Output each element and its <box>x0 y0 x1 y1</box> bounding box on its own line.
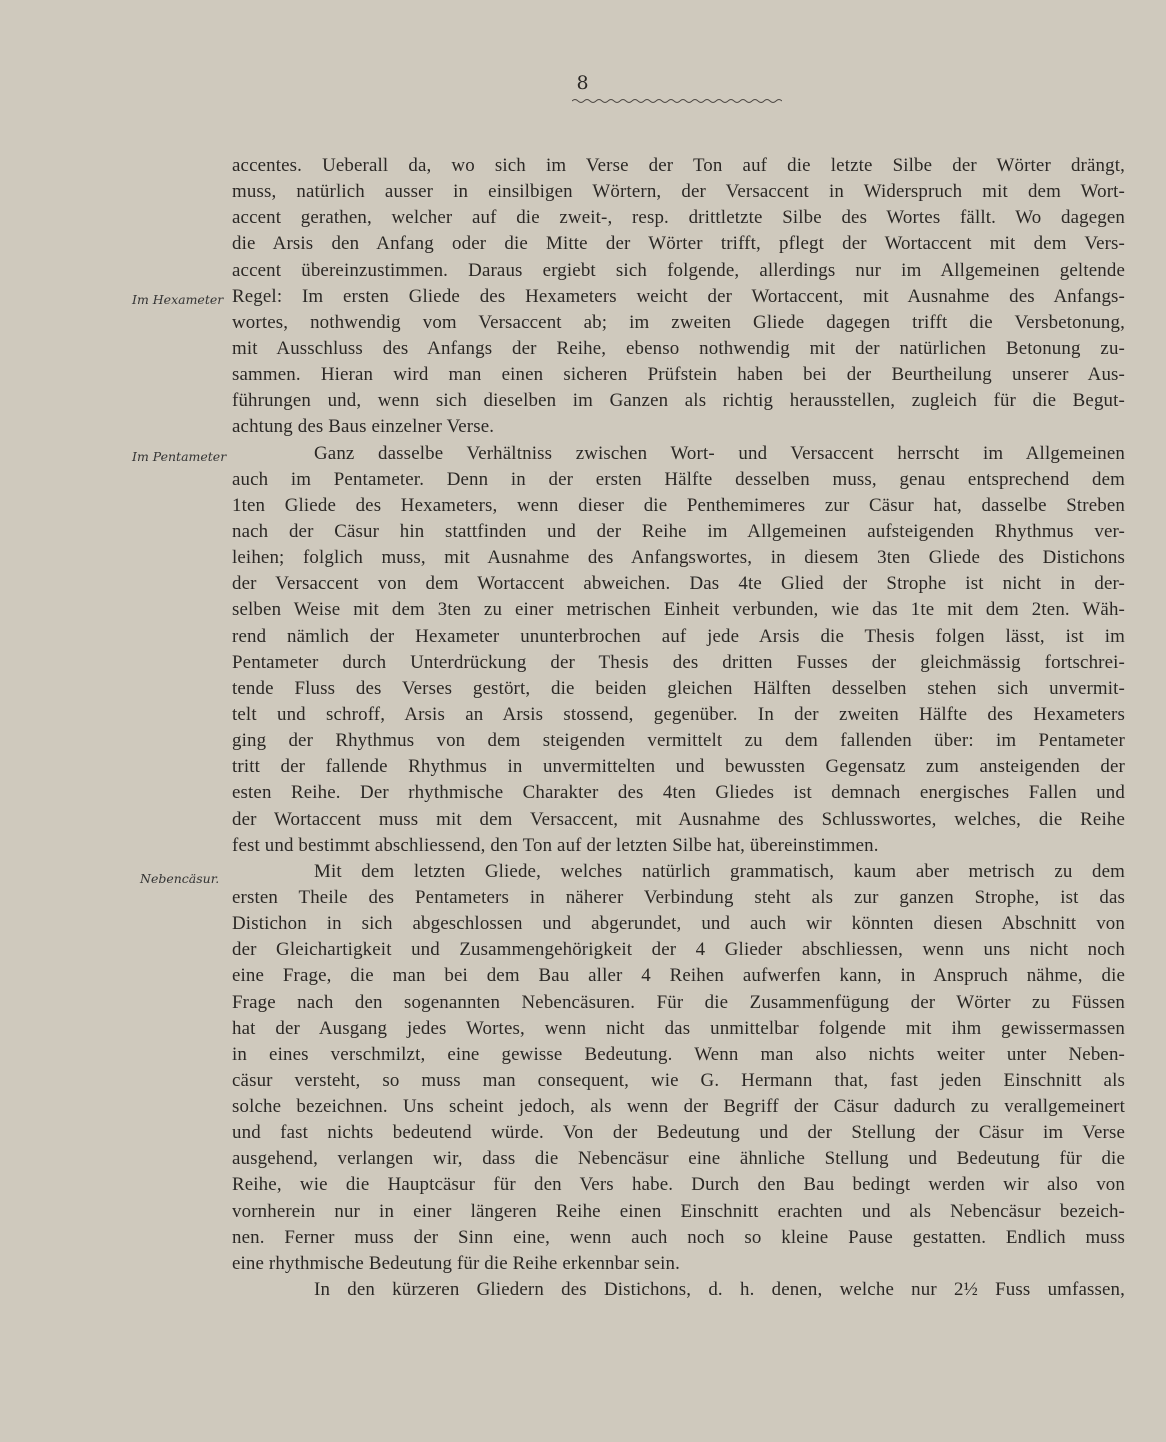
text-line: selben Weise mit dem 3ten zu einer metrischen Einheit verbunden, wie das 1te mit dem 2ten. Wäh- <box>232 599 1125 621</box>
text-line: vornherein nur in einer längeren Reihe einen Einschnitt erachten und als Nebencäsur bezeich- <box>232 1200 1125 1222</box>
body-text <box>232 153 1125 1303</box>
text-line: nach der Cäsur hin stattfinden und der Reihe im Allgemeinen aufsteigenden Rhythmus ver- <box>232 520 1125 542</box>
text-line: cäsur versteht, so muss man consequent, wie G. Hermann that, fast jeden Einschnitt als <box>232 1069 1125 1091</box>
text-line: auch im Pentameter. Denn in der ersten Hälfte desselben muss, genau entsprechend dem <box>232 468 1125 490</box>
text-line: der Versaccent von dem Wortaccent abweichen. Das 4te Glied der Strophe ist nicht in der- <box>232 573 1125 595</box>
text-line: leihen; folglich muss, mit Ausnahme des Anfangswortes, in diesem 3ten Gliede des Distichons <box>232 547 1125 569</box>
text-line: wortes, nothwendig vom Versaccent ab; im zweiten Gliede dagegen trifft die Versbetonung, <box>232 311 1125 333</box>
text-line: der Wortaccent muss mit dem Versaccent, mit Ausnahme des Schlusswortes, welches, die Reihe <box>232 808 1125 830</box>
text-line: führungen und, wenn sich dieselben im Ganzen als richtig herausstellen, zugleich für die Begut- <box>232 390 1125 412</box>
text-line: telt und schroff, Arsis an Arsis stossend, gegenüber. In der zweiten Hälfte des Hexameters <box>232 703 1125 725</box>
text-line: Reihe, wie die Hauptcäsur für den Vers habe. Durch den Bau bedingt werden wir also von <box>232 1174 1125 1196</box>
page-number: 8 <box>576 72 590 94</box>
text-line: die Arsis den Anfang oder die Mitte der Wörter trifft, pflegt der Wortaccent mit dem Vers- <box>232 233 1125 255</box>
text-line: und fast nichts bedeutend würde. Von der Bedeutung und der Stellung der Cäsur im Verse <box>232 1122 1125 1144</box>
text-line: muss, natürlich ausser in einsilbigen Wörtern, der Versaccent in Widerspruch mit dem Wort- <box>232 181 1125 203</box>
text-line: In den kürzeren Gliedern des Distichons, d. h. denen, welche nur 2½ Fuss umfassen, <box>314 1279 1125 1301</box>
text-line: eine rhythmische Bedeutung für die Reihe erkennbar sein. <box>232 1252 680 1274</box>
text-line: Regel: Im ersten Gliede des Hexameters weicht der Wortaccent, mit Ausnahme des Anfangs- <box>232 285 1125 307</box>
text-line: eine Frage, die man bei dem Bau aller 4 Reihen aufwerfen kann, in Anspruch nähme, die <box>232 965 1125 987</box>
text-line: tritt der fallende Rhythmus in unvermittelten und bewussten Gegensatz zum ansteigenden der <box>232 756 1125 778</box>
text-line: ging der Rhythmus von dem steigenden vermittelt zu dem fallenden über: im Pentameter <box>232 730 1125 752</box>
text-line: ausgehend, verlangen wir, dass die Nebencäsur eine ähnliche Stellung und Bedeutung für die <box>232 1148 1125 1170</box>
text-line: Ganz dasselbe Verhältniss zwischen Wort- und Versaccent herrscht im Allgemeinen <box>314 442 1125 464</box>
margin-note-hexameter: Im Hexameter <box>132 292 224 307</box>
text-line: hat der Ausgang jedes Wortes, wenn nicht das unmittelbar folgende mit ihm gewissermassen <box>232 1017 1125 1039</box>
text-line: rend nämlich der Hexameter ununterbrochen auf jede Arsis die Thesis folgen lässt, ist im <box>232 625 1125 647</box>
text-line: accent übereinzustimmen. Daraus ergiebt sich folgende, allerdings nur im Allgemeinen geltende <box>232 259 1125 281</box>
text-line: tende Fluss des Verses gestört, die beiden gleichen Hälften desselben stehen sich unvermit- <box>232 677 1125 699</box>
text-line: 1ten Gliede des Hexameters, wenn dieser die Penthemimeres zur Cäsur hat, dasselbe Streben <box>232 494 1125 516</box>
text-line: ersten Theile des Pentameters in näherer Verbindung steht als zur ganzen Strophe, ist das <box>232 886 1125 908</box>
text-line: accentes. Ueberall da, wo sich im Verse der Ton auf die letzte Silbe der Wörter drängt, <box>232 155 1125 176</box>
ornament-rule <box>572 98 782 104</box>
text-line: der Gleichartigkeit und Zusammengehörigkeit der 4 Glieder abschliessen, wenn uns nicht noch <box>232 939 1125 961</box>
text-line: Pentameter durch Unterdrückung der Thesis des dritten Fusses der gleichmässig fortschrei- <box>232 651 1125 673</box>
text-line: solche bezeichnen. Uns scheint jedoch, als wenn der Begriff der Cäsur dadurch zu verallgemeinert <box>232 1096 1125 1118</box>
text-line: Frage nach den sogenannten Nebencäsuren. Für die Zusammenfügung der Wörter zu Füssen <box>232 991 1125 1013</box>
margin-note-nebencaesur: Nebencäsur. <box>140 871 220 886</box>
text-line: Distichon in sich abgeschlossen und abgerundet, und auch wir könnten diesen Abschnitt von <box>232 913 1125 935</box>
text-line: in eines verschmilzt, eine gewisse Bedeutung. Wenn man also nichts weiter unter Neben- <box>232 1043 1125 1065</box>
text-line: Mit dem letzten Gliede, welches natürlich grammatisch, kaum aber metrisch zu dem <box>314 860 1125 882</box>
text-line: achtung des Baus einzelner Verse. <box>232 416 495 438</box>
text-line: sammen. Hieran wird man einen sicheren Prüfstein haben bei der Beurtheilung unserer Aus- <box>232 364 1125 386</box>
margin-note-pentameter: Im Pentameter <box>132 449 227 464</box>
text-line: nen. Ferner muss der Sinn eine, wenn auch noch so kleine Pause gestatten. Endlich muss <box>232 1226 1125 1248</box>
text-line: esten Reihe. Der rhythmische Charakter des 4ten Gliedes ist demnach energisches Fallen und <box>232 782 1125 804</box>
text-line: fest und bestimmt abschliessend, den Ton auf der letzten Silbe hat, übereinstimmen. <box>232 834 879 856</box>
text-line: accent gerathen, welcher auf die zweit-, resp. drittletzte Silbe des Wortes fällt. Wo dagegen <box>232 207 1125 229</box>
text-line: mit Ausschluss des Anfangs der Reihe, ebenso nothwendig mit der natürlichen Betonung zu- <box>232 337 1125 359</box>
